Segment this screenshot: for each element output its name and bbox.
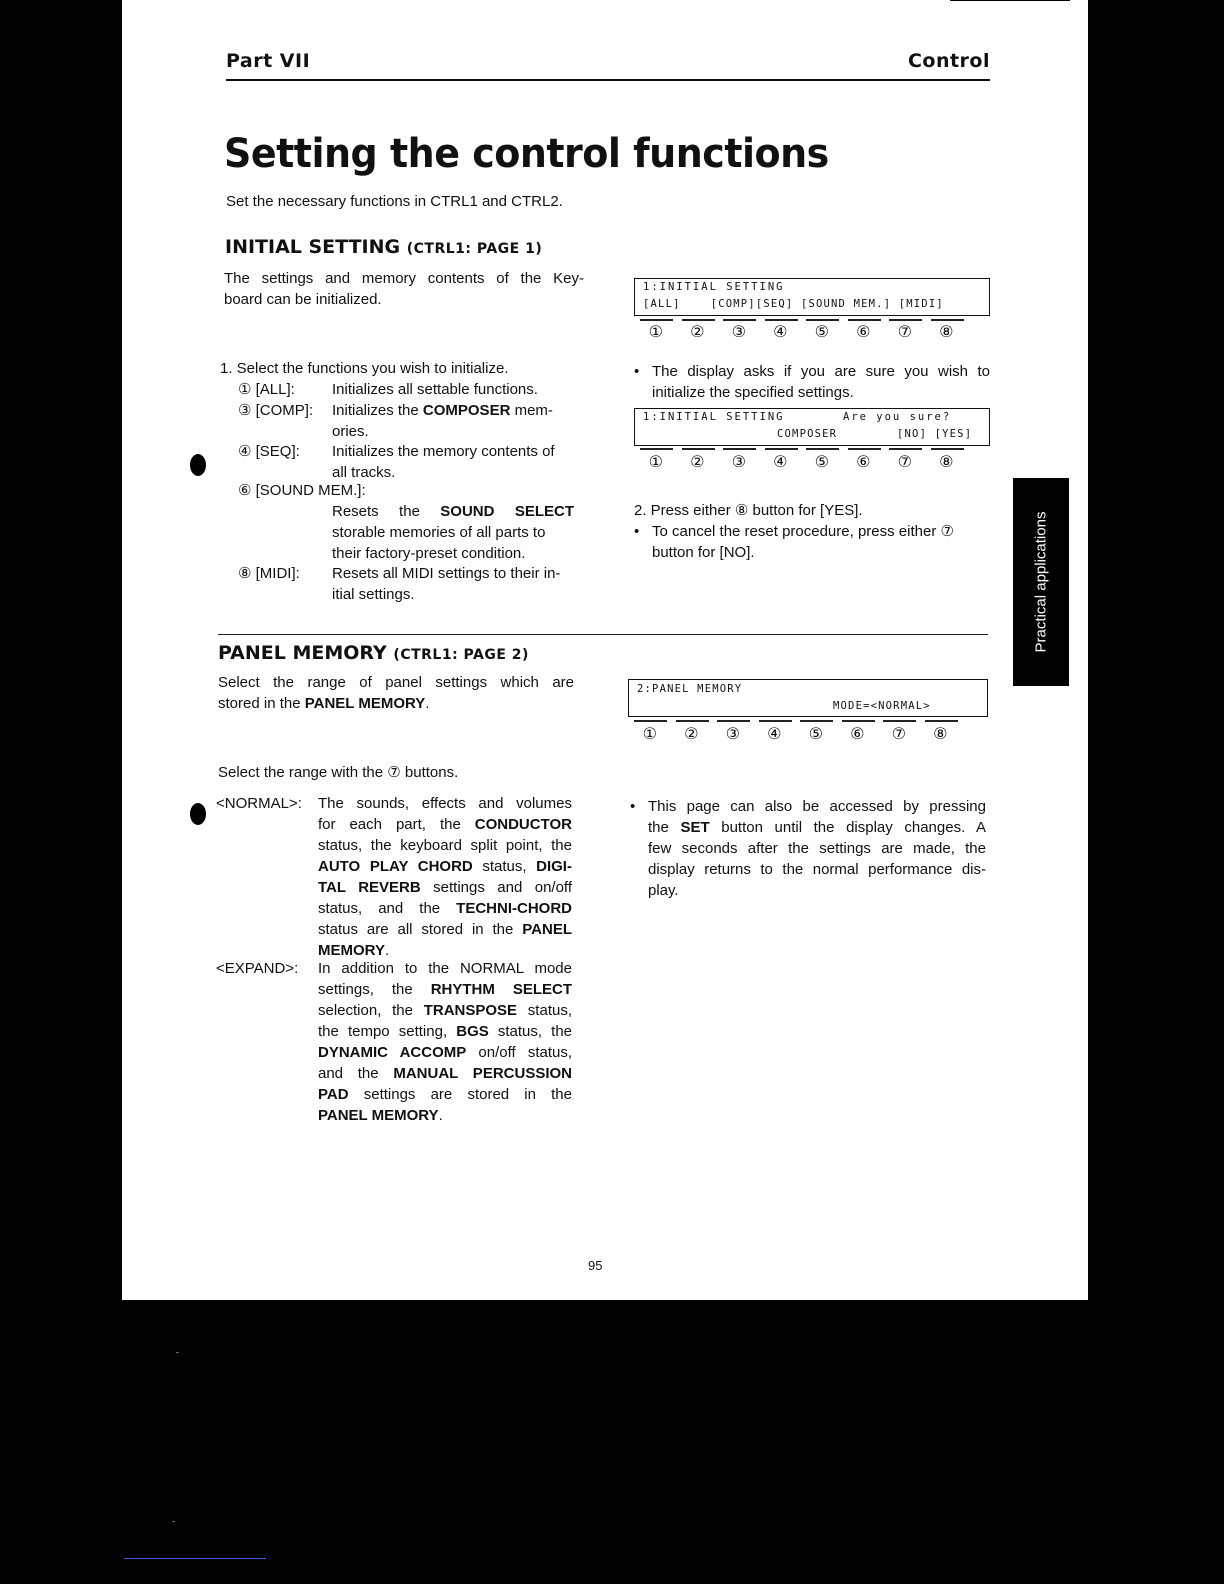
item-desc: Resets all MIDI settings to their in- bbox=[332, 565, 561, 582]
desc-text: and the bbox=[318, 1065, 394, 1082]
select-range-text: Select the range with the ⑦ buttons. bbox=[218, 764, 459, 781]
desc-text: Initializes the bbox=[332, 402, 423, 419]
button-dashes bbox=[634, 720, 966, 722]
step-2: 2. Press either ⑧ button for [YES]. bbox=[634, 502, 863, 519]
item-term: ⑧ [MIDI]: bbox=[238, 565, 300, 582]
list-item bbox=[238, 442, 598, 483]
lcd-line: 2:PANEL MEMORY bbox=[637, 683, 743, 695]
panel-memory-heading bbox=[218, 642, 529, 664]
desc-line bbox=[318, 1105, 572, 1126]
desc-bold: RHYTHM SELECT bbox=[430, 981, 572, 998]
desc-bold: TRANSPOSE bbox=[423, 1002, 518, 1019]
desc-text: The sounds, effects and volumes bbox=[318, 795, 572, 812]
desc-bold: MANUAL PERCUSSION bbox=[393, 1065, 572, 1082]
normal-description bbox=[318, 793, 572, 961]
desc-text: Resets the bbox=[332, 503, 441, 520]
desc-text: settings are stored in the bbox=[348, 1086, 572, 1103]
running-header-section: Control bbox=[907, 50, 990, 72]
para-line: stored in the PANEL MEMORY. bbox=[218, 695, 430, 712]
desc-line bbox=[318, 958, 572, 979]
lcd-line: 1:INITIAL SETTING bbox=[643, 411, 785, 423]
list-item bbox=[238, 481, 598, 565]
para-line: Select the range of panel settings which are bbox=[218, 674, 574, 691]
desc-text: settings, the bbox=[318, 981, 431, 998]
desc-bold: DIGI- bbox=[536, 858, 572, 875]
desc-bold: CONDUCTOR bbox=[474, 816, 572, 833]
initial-setting-para bbox=[224, 268, 584, 310]
desc-text: status, and the bbox=[318, 900, 457, 917]
desc-line bbox=[318, 835, 572, 856]
panel-memory-para bbox=[218, 672, 574, 714]
side-tab-label: Practical applications bbox=[1032, 511, 1050, 653]
list-item bbox=[238, 564, 598, 605]
desc-bold: COMPOSER bbox=[422, 402, 511, 419]
desc-bold: SOUND SELECT bbox=[440, 503, 574, 520]
desc-text: status, bbox=[472, 858, 537, 875]
lcd-line: COMPOSER bbox=[777, 428, 838, 440]
desc-bold: PANEL MEMORY bbox=[318, 1107, 439, 1124]
desc-text: mem- bbox=[510, 402, 553, 419]
item-desc bbox=[332, 502, 574, 523]
item-desc: their factory-preset condition. bbox=[332, 544, 526, 562]
desc-bold: BGS bbox=[456, 1023, 489, 1040]
scan-link-line bbox=[124, 1558, 266, 1559]
desc-line bbox=[318, 856, 572, 877]
desc-text: status, the keyboard split point, the bbox=[318, 837, 572, 854]
lcd-line: MODE=<NORMAL> bbox=[833, 700, 931, 712]
bullet-text: The display asks if you are sure you wish to bbox=[652, 363, 990, 380]
bullet-cancel bbox=[634, 521, 990, 563]
desc-text: for each part, the bbox=[318, 816, 475, 833]
desc-text: the tempo setting, bbox=[318, 1023, 457, 1040]
desc-bold: PANEL bbox=[522, 921, 572, 938]
note-text: This page can also be accessed by pressing the SET button until the display changes. A few seconds after the settings are made, the display returns to the normal performance dis- play. bbox=[648, 798, 986, 899]
para-line: board can be initialized. bbox=[224, 291, 382, 308]
lcd-display-panel-memory bbox=[628, 679, 988, 717]
desc-bold: TAL REVERB bbox=[318, 879, 421, 896]
desc-text: status are all stored in the bbox=[318, 921, 523, 938]
lcd-line: [NO] [YES] bbox=[897, 428, 973, 440]
lcd-line: [ALL] [COMP][SEQ] [SOUND MEM.] [MIDI] bbox=[643, 298, 944, 310]
page-title: Setting the control functions bbox=[224, 130, 829, 177]
desc-text: settings and on/off bbox=[420, 879, 572, 896]
scan-edge bbox=[950, 0, 1070, 1]
button-numbers: ① ② ③ ④ ⑤ ⑥ ⑦ ⑧ bbox=[642, 726, 948, 743]
heading-main: PANEL MEMORY bbox=[218, 642, 387, 664]
desc-text: on/off status, bbox=[466, 1044, 573, 1061]
desc-line bbox=[318, 1063, 572, 1084]
heading-main: INITIAL SETTING bbox=[225, 236, 401, 258]
desc-text: status, bbox=[517, 1002, 572, 1019]
desc-text: . bbox=[438, 1107, 443, 1124]
desc-line bbox=[318, 979, 572, 1000]
initial-setting-heading bbox=[225, 236, 542, 258]
item-term: ④ [SEQ]: bbox=[238, 443, 300, 460]
item-desc: Initializes all settable functions. bbox=[332, 381, 538, 398]
bullet-note bbox=[630, 796, 986, 926]
desc-line bbox=[318, 793, 572, 814]
bullet-text: To cancel the reset procedure, press either ⑦ bbox=[652, 523, 954, 540]
heading-sub: (CTRL1: PAGE 2) bbox=[393, 647, 529, 663]
expand-term: <EXPAND>: bbox=[216, 960, 299, 977]
button-dashes bbox=[640, 319, 972, 321]
desc-line bbox=[318, 814, 572, 835]
desc-bold: TECHNI-CHORD bbox=[456, 900, 572, 917]
list-item bbox=[238, 380, 578, 400]
header-rule bbox=[226, 79, 990, 81]
binder-hole bbox=[190, 803, 206, 825]
desc-line bbox=[318, 898, 572, 919]
item-term: ⑥ [SOUND MEM.]: bbox=[238, 482, 366, 499]
button-numbers: ① ② ③ ④ ⑤ ⑥ ⑦ ⑧ bbox=[648, 454, 954, 471]
list-item bbox=[238, 401, 578, 442]
section-divider bbox=[218, 634, 988, 635]
item-desc bbox=[332, 401, 553, 422]
item-desc: all tracks. bbox=[332, 463, 396, 481]
desc-line bbox=[318, 1000, 572, 1021]
normal-term: <NORMAL>: bbox=[216, 795, 302, 812]
heading-sub: (CTRL1: PAGE 1) bbox=[406, 241, 543, 257]
item-desc: Initializes the memory contents of bbox=[332, 443, 555, 460]
manual-page bbox=[122, 0, 1088, 1300]
desc-text: status, the bbox=[488, 1023, 573, 1040]
item-desc: ories. bbox=[332, 422, 369, 440]
desc-line bbox=[318, 1021, 572, 1042]
bullet-dot: • bbox=[634, 523, 640, 540]
bullet-text: button for [NO]. bbox=[652, 544, 755, 561]
desc-line bbox=[318, 1042, 572, 1063]
binder-hole bbox=[190, 454, 206, 476]
lcd-display-initial bbox=[634, 278, 990, 316]
lcd-line: 1:INITIAL SETTING bbox=[643, 281, 785, 293]
step-1: 1. Select the functions you wish to initialize. bbox=[220, 360, 509, 377]
intro-text: Set the necessary functions in CTRL1 and CTRL2. bbox=[226, 193, 563, 210]
button-dashes bbox=[640, 448, 972, 450]
expand-description bbox=[318, 958, 572, 1126]
desc-line bbox=[318, 919, 572, 940]
desc-bold: AUTO PLAY CHORD bbox=[318, 858, 473, 875]
desc-text: In addition to the NORMAL mode bbox=[318, 960, 572, 977]
desc-text: selection, the bbox=[318, 1002, 424, 1019]
desc-bold: DYNAMIC ACCOMP bbox=[318, 1044, 467, 1061]
running-header-part: Part VII bbox=[226, 50, 311, 72]
desc-line bbox=[318, 1084, 572, 1105]
item-desc: itial settings. bbox=[332, 585, 415, 603]
page-number: 95 bbox=[588, 1258, 603, 1273]
desc-line bbox=[318, 877, 572, 898]
item-desc: storable memories of all parts to bbox=[332, 524, 546, 541]
lcd-line: Are you sure? bbox=[843, 411, 952, 423]
scan-speck bbox=[176, 1352, 179, 1353]
item-term: ① [ALL]: bbox=[238, 381, 295, 398]
scan-speck bbox=[172, 1521, 175, 1522]
desc-bold: PAD bbox=[318, 1086, 349, 1103]
para-line: The settings and memory contents of the Key- bbox=[224, 270, 584, 287]
bullet-confirm bbox=[634, 361, 990, 403]
bullet-text: initialize the specified settings. bbox=[652, 384, 854, 401]
item-term: ③ [COMP]: bbox=[238, 402, 314, 419]
button-numbers: ① ② ③ ④ ⑤ ⑥ ⑦ ⑧ bbox=[648, 324, 954, 341]
bullet-dot: • bbox=[634, 363, 640, 380]
side-tab bbox=[1013, 478, 1069, 686]
desc-text: . bbox=[384, 942, 390, 959]
desc-bold: MEMORY bbox=[318, 942, 385, 959]
bullet-dot: • bbox=[630, 798, 636, 815]
lcd-display-confirm bbox=[634, 408, 990, 446]
